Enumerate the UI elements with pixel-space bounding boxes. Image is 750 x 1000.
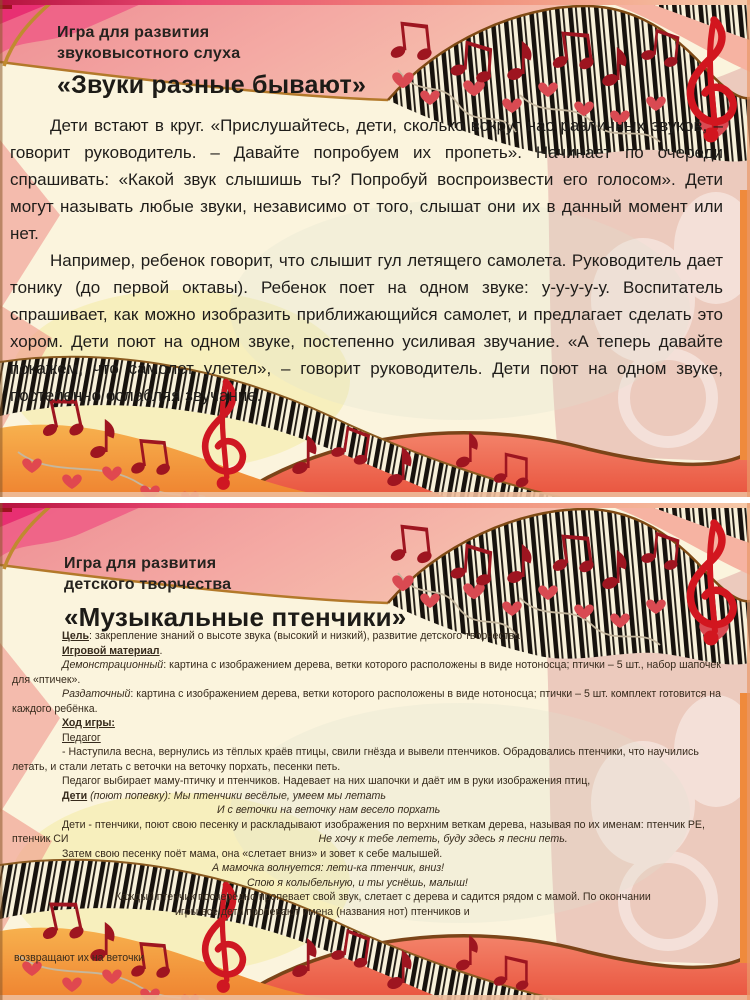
slide-2-kicker-line1: Игра для развития bbox=[64, 555, 217, 572]
mother-line: Затем свою песенку поёт мама, она «слетает вниз» и зовет к себе малышей. bbox=[62, 847, 443, 860]
material-line bbox=[12, 644, 736, 659]
slide-2-body bbox=[12, 629, 736, 919]
demo-text: : картина с изображением дерева, ветки которого расположены в виде нотоносца; птички – 5 шт., набор шапочек для «птичек». bbox=[12, 659, 721, 686]
children-split-line bbox=[12, 832, 736, 847]
children-song-2: И с веточки на веточку нам весело порхать bbox=[217, 804, 441, 816]
slide-2-header bbox=[64, 553, 406, 633]
slide-1-kicker-line2: звуковысотного слуха bbox=[57, 45, 241, 62]
goal-text: : закрепление знаний о высоте звука (высокий и низкий), развитие детского творчества. bbox=[89, 630, 523, 642]
goal-label: Цель bbox=[62, 630, 90, 642]
teacher-label: Педагог bbox=[62, 731, 101, 744]
slide-top-edge bbox=[0, 503, 750, 508]
material-dot: . bbox=[159, 644, 163, 657]
goal-line bbox=[12, 629, 736, 644]
material-label: Игровой материал bbox=[62, 644, 160, 657]
final-line-1: Каждый птенчик посчерёдно пропевает свой звук, слетает с дерева и садится рядом с мамой. По окончании bbox=[115, 891, 651, 903]
children-line: Дети - птенчики, поют свою песенку и раскладывают изображения по верхним веткам дерева, называя по их именам: птенчик РЕ, bbox=[62, 818, 705, 831]
slide-top-edge bbox=[0, 0, 750, 5]
teacher-line-2: Педагог выбирает маму-птичку и птенчиков. Надевает на них шапочки и даёт им в руки изображения птиц, bbox=[62, 775, 591, 787]
course-label: Ход игры: bbox=[62, 717, 115, 729]
slide-left-edge bbox=[0, 0, 3, 497]
handout-label: Раздаточный bbox=[62, 688, 131, 700]
slide-1-header bbox=[57, 22, 366, 100]
course-line bbox=[12, 716, 736, 731]
final-line-3: возвращают их на веточки bbox=[14, 952, 145, 964]
children-song-1: Мы птенчики весёлые, умеем мы летать bbox=[173, 789, 386, 802]
mother-song-2: Спою я колыбельную, и ты уснёшь, малыш! bbox=[247, 876, 468, 889]
slide-1-body bbox=[10, 112, 723, 409]
final-line-2: игры все дети пропевают имена (названия нот) птенчиков и bbox=[175, 905, 470, 918]
slide-2-title: «Музыкальные птенчики» bbox=[64, 602, 407, 632]
slide-2 bbox=[0, 503, 750, 1000]
children-line2-left: птенчик СИ bbox=[12, 833, 69, 845]
slide-1-kicker-line1: Игра для развития bbox=[57, 24, 210, 41]
slide-2-kicker-line2: детского творчества bbox=[64, 576, 232, 593]
mother-song-1: А мамочка волнуется: лети-ка птенчик, вниз! bbox=[212, 862, 445, 874]
slide-1-paragraph-2: Например, ребенок говорит, что слышит гул летящего самолета. Руководитель дает тонику (до первой октавы). Ребенок поет на одном звуке: у-у-у-у-у. Воспитатель спрашивает, как можно изобразить приближающийся самолет, и предлагает сделать это хором. Дети поют на одном звуке, постепенно усиливая звучание. «А теперь давайте покажем, что самолет улетел», – говорит руководитель. Дети поют на одном звуке, постепенно ослабляя звучание. bbox=[10, 251, 723, 405]
slide-1 bbox=[0, 0, 750, 497]
handout-text: : картина с изображением дерева, ветки которого расположены в виде нотоносца; птички – 5 шт. комплект готовится на каждого ребёнка. bbox=[12, 688, 722, 715]
slide-bottom-edge bbox=[0, 492, 750, 497]
children-label: Дети bbox=[62, 789, 88, 802]
children-song-line bbox=[12, 789, 736, 804]
demo-label: Демонстрационный bbox=[62, 659, 164, 671]
demo-line bbox=[12, 658, 736, 687]
children-remark: (поют попевку): bbox=[87, 789, 174, 802]
teacher-label-line bbox=[12, 731, 736, 746]
children-song-3: Не хочу к тебе лететь, буду здесь я песни петь. bbox=[318, 833, 568, 845]
slide-bottom-edge bbox=[0, 995, 750, 1000]
handout-line bbox=[12, 687, 736, 716]
slide-1-title: «Звуки разные бывают» bbox=[57, 71, 367, 99]
teacher-line-1: - Наступила весна, вернулись из тёплых краёв птицы, свили гнёзда и вывели птенчиков. Обрадовались птенчики, что научились летать, и стали летать с веточки на веточку порхать, песенки петь. bbox=[12, 746, 699, 773]
slide-left-edge bbox=[0, 503, 3, 1000]
slide-1-paragraph-1: Дети встают в круг. «Прислушайтесь, дети, сколько вокруг нас различных звуков, – говорит руководитель. – Давайте попробуем их пропеть». Начинает по очереди спрашивать: «Какой звук слышишь ты? Попробуй воспроизвести его голосом». Дети могут называть любые звуки, независимо от того, слышат они их в данный момент или нет. bbox=[10, 116, 723, 243]
